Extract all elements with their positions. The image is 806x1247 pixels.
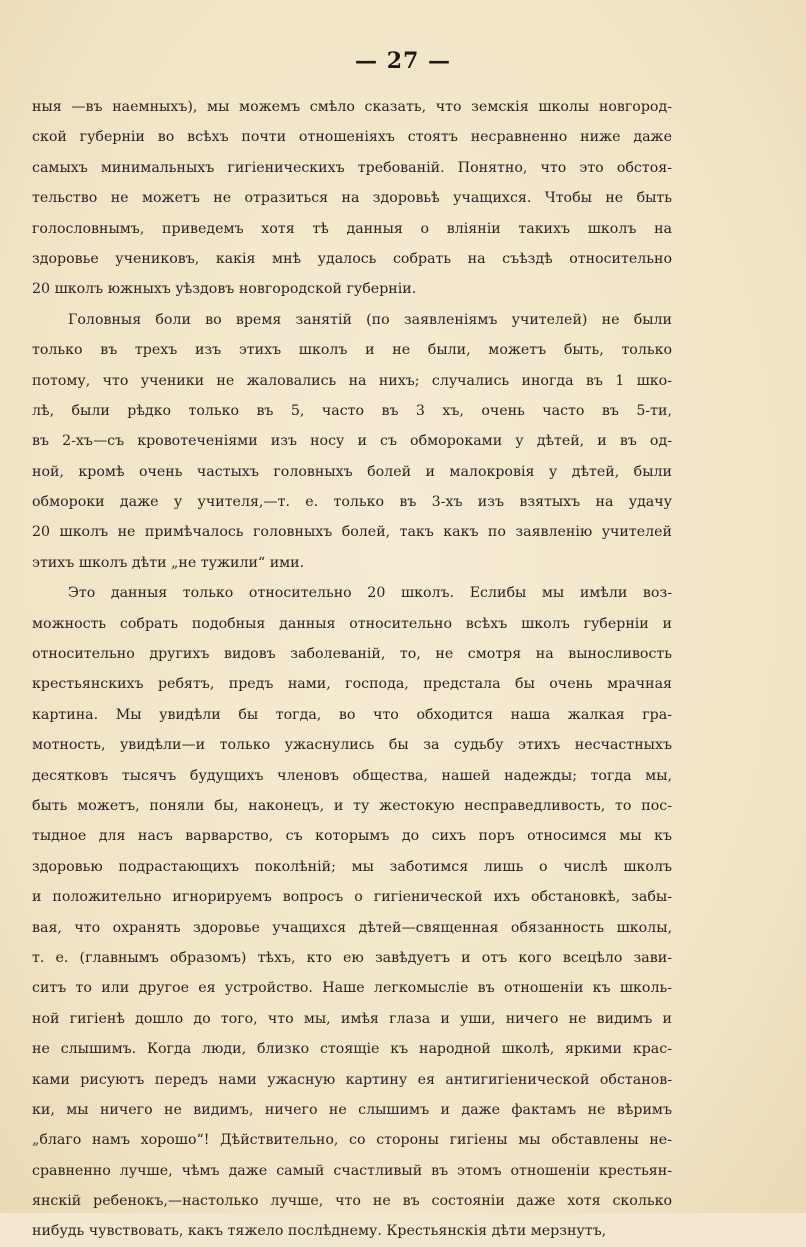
text-line: вая, что охранять здоровье учащихся дѣтей—священная обязанность школы, bbox=[32, 919, 672, 936]
text-line: въ 2-хъ—съ кровотеченіями изъ носу и съ обмороками у дѣтей, и въ од- bbox=[32, 433, 672, 450]
text-line: можность собрать подобныя данныя относительно всѣхъ школъ губерніи и bbox=[32, 615, 672, 632]
text-line: тыдное для насъ варварство, съ которымъ до сихъ поръ относимся мы къ bbox=[32, 828, 672, 845]
page-number: — 27 — bbox=[355, 48, 451, 74]
text-line: лѣ, были рѣдко только въ 5, часто въ 3 хъ, очень часто въ 5-ти, bbox=[32, 402, 672, 419]
body-text bbox=[32, 92, 672, 1247]
text-line: т. е. (главнымъ образомъ) тѣхъ, кто ею завѣдуетъ и отъ кого всецѣло зави- bbox=[32, 949, 672, 966]
text-line: Головныя боли во время занятій (по заявленіямъ учителей) не были bbox=[68, 311, 672, 328]
text-line: картина. Мы увидѣли бы тогда, во что обходится наша жалкая гра- bbox=[32, 706, 672, 723]
text-line: ки, мы ничего не видимъ, ничего не слышимъ и даже фактамъ не вѣримъ bbox=[32, 1101, 672, 1118]
paragraph-1 bbox=[32, 92, 672, 305]
text-line: голословнымъ, приведемъ хотя тѣ данныя о вліяніи такихъ школъ на bbox=[32, 220, 672, 237]
text-line: ситъ то или другое ея устройство. Наше легкомысліе въ отношеніи къ школь- bbox=[32, 980, 672, 997]
text-line: ной гигіенѣ дошло до того, что мы, имѣя глаза и уши, ничего не видимъ и bbox=[32, 1010, 672, 1027]
text-line: не слышимъ. Когда люди, близко стоящіе къ народной школѣ, яркими крас- bbox=[32, 1041, 672, 1058]
text-line: обмороки даже у учителя,—т. е. только въ 3-хъ изъ взятыхъ на удачу bbox=[32, 494, 672, 511]
text-line: ской губерніи во всѣхъ почти отношеніяхъ стоятъ несравненно ниже даже bbox=[32, 129, 672, 146]
text-line: десятковъ тысячъ будущихъ членовъ общества, нашей надежды; тогда мы, bbox=[32, 767, 672, 784]
text-line: ныя —въ наемныхъ), мы можемъ смѣло сказать, что земскія школы новгород- bbox=[32, 99, 672, 115]
text-line: 20 школъ южныхъ уѣздовъ новгородской губерніи. bbox=[32, 281, 417, 298]
text-line: мотность, увидѣли—и только ужаснулись бы за судьбу этихъ несчастныхъ bbox=[32, 737, 672, 754]
paragraph-2 bbox=[32, 305, 672, 579]
text-line: „благо намъ хорошо“! Дѣйствительно, со стороны гигіены мы обставлены не- bbox=[32, 1132, 672, 1149]
text-line: сравненно лучше, чѣмъ даже самый счастливый въ этомъ отношеніи крестьян- bbox=[32, 1162, 672, 1179]
text-line: и положительно игнорируемъ вопросъ о гигіенической ихъ обстановкѣ, забы- bbox=[32, 889, 672, 906]
text-line: самыхъ минимальныхъ гигіеническихъ требованій. Понятно, что это обстоя- bbox=[32, 159, 672, 176]
paragraph-3 bbox=[32, 578, 672, 1247]
text-line: здоровье учениковъ, какія мнѣ удалось собрать на съѣздѣ относительно bbox=[32, 250, 672, 267]
text-line: Это данныя только относительно 20 школъ. Еслибы мы имѣли воз- bbox=[68, 585, 672, 602]
text-line: ной, кромѣ очень частыхъ головныхъ болей и малокровія у дѣтей, были bbox=[32, 463, 672, 480]
text-line: только въ трехъ изъ этихъ школъ и не были, можетъ быть, только bbox=[32, 342, 672, 359]
text-line: крестьянскихъ ребятъ, предъ нами, господа, предстала бы очень мрачная bbox=[32, 676, 672, 693]
text-line: нибудь чувствовать, какъ тяжело послѣднему. Крестьянскія дѣти мерзнутъ, bbox=[32, 1223, 607, 1240]
text-line: быть можетъ, поняли бы, наконецъ, и ту жестокую несправедливость, то пос- bbox=[32, 797, 672, 814]
text-line: потому, что ученики не жаловались на нихъ; случались иногда въ 1 шко- bbox=[32, 372, 672, 389]
text-line: здоровью подрастающихъ поколѣній; мы заботимся лишь о числѣ школъ bbox=[32, 858, 672, 875]
text-line: относительно другихъ видовъ заболеваній, то, не смотря на выносливость bbox=[32, 646, 672, 663]
text-line: ками рисуютъ передъ нами ужасную картину ея антигигіенической обстанов- bbox=[32, 1071, 672, 1088]
text-line: тельство не можетъ не отразиться на здоровьѣ учащихся. Чтобы не быть bbox=[32, 190, 672, 207]
text-line: 20 школъ не примѣчалось головныхъ болей, такъ какъ по заявленію учителей bbox=[32, 524, 672, 541]
text-line: янскій ребенокъ,—настолько лучше, что не въ состояніи даже хотя сколько bbox=[32, 1193, 672, 1210]
text-line: этихъ школъ дѣти „не тужили“ ими. bbox=[32, 554, 305, 571]
